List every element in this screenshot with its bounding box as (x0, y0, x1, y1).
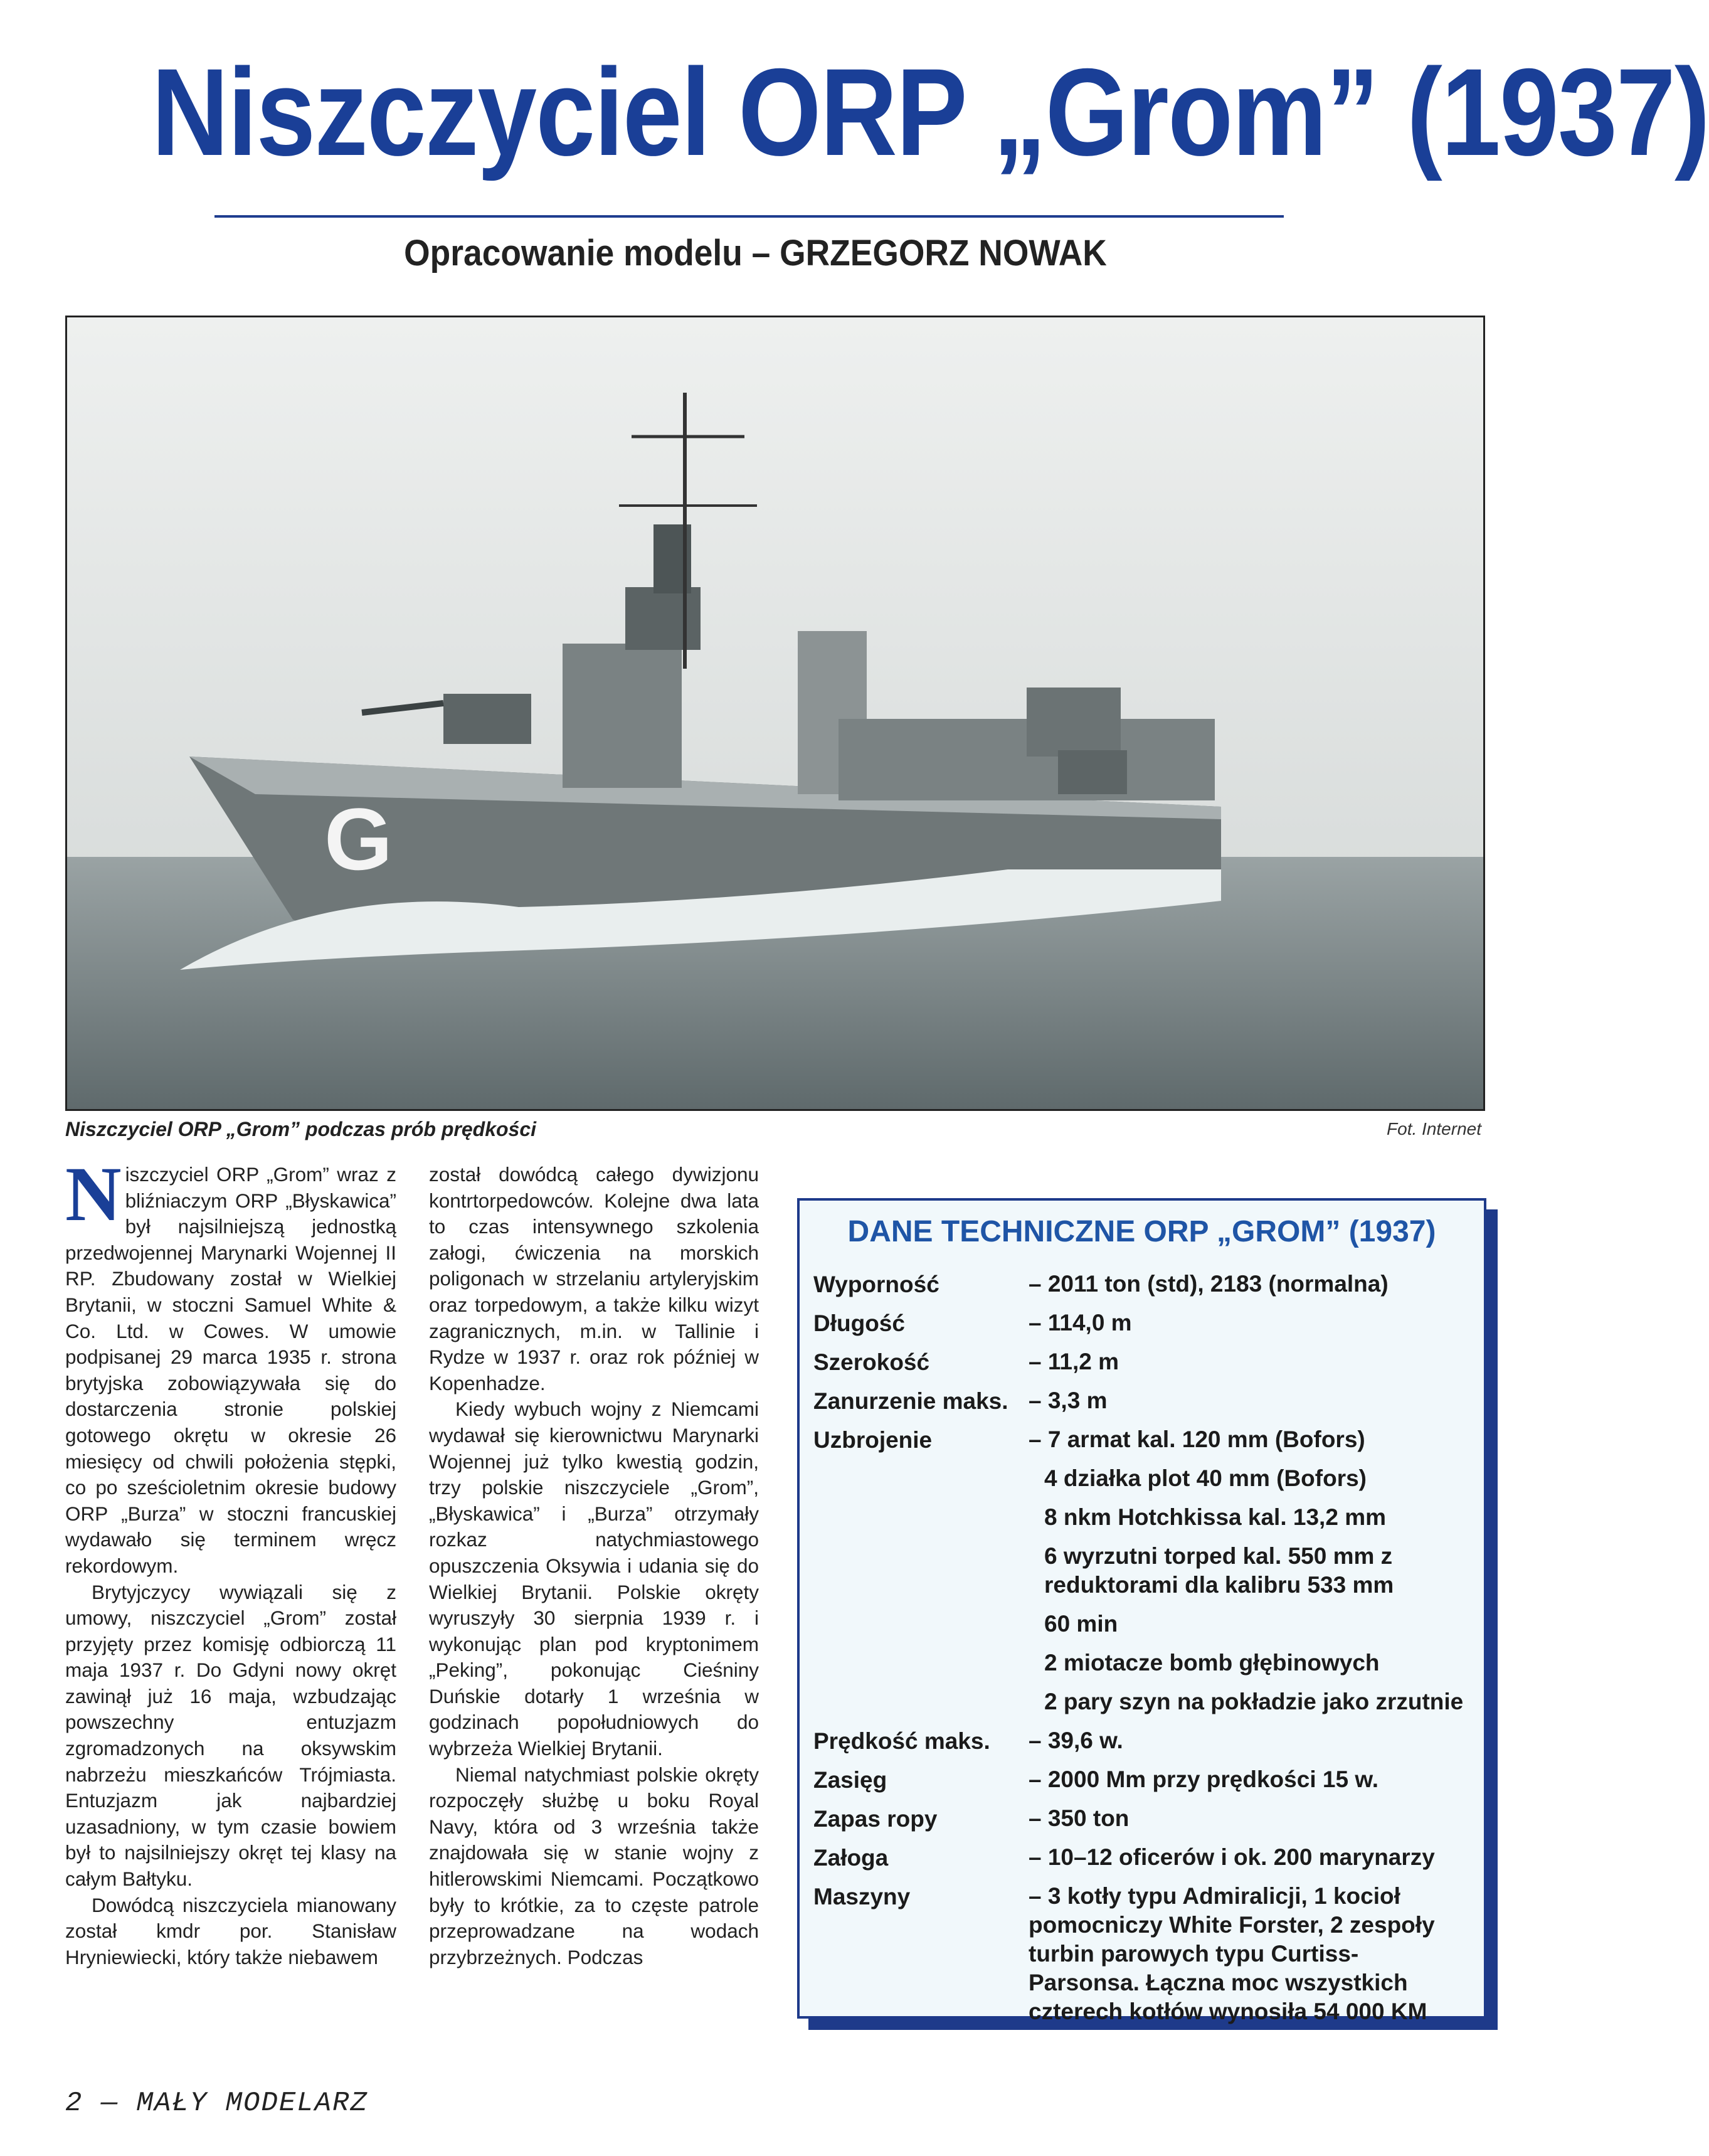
spec-value: – 7 armat kal. 120 mm (Bofors) (1029, 1426, 1365, 1452)
spec-value: 8 nkm Hotchkissa kal. 13,2 mm (1044, 1504, 1386, 1530)
article-column-1 (65, 1151, 396, 1970)
ship-photo (65, 316, 1485, 1111)
spec-value: – 2000 Mm przy prędkości 15 w. (1029, 1766, 1378, 1792)
spec-label: Zapas ropy (813, 1806, 938, 1832)
page-footer: 2 — MAŁY MODELARZ (65, 2088, 368, 2119)
specs-title: DANE TECHNICZNE ORP „GROM” (1937) (847, 1215, 1436, 1248)
spec-value: – 3 kotły typu Admiralicji, 1 kocioł pomocniczy White Forster, 2 zespoły turbin parowych typu Curtiss-Parsonsa. Łączna moc wszystkich czterech kotłów wynosiła 54 000 KM (1029, 1883, 1435, 2024)
paragraph: Brytyjczycy wywiązali się z umowy, niszczyciel „Grom” został przyjęty przez komisję odbiorczą 11 maja 1937 r. Do Gdyni nowy okręt zawinął już 16 maja, wzbudzając powszechny entuzjazm zgromadzonych na oksywskim nabrzeżu mieszkańców Trójmiasta. Entuzjazm jak najbardziej uzasadniony, w tym czasie bowiem był to najsilniejszy okręt tej klasy na całym Bałtyku. (65, 1580, 396, 1891)
article-column-2 (429, 1162, 759, 1970)
dropcap: N (65, 1151, 122, 1237)
title-divider (214, 215, 1284, 218)
spec-value: 6 wyrzutni torped kal. 550 mm z reduktorami dla kalibru 533 mm (1044, 1543, 1394, 1598)
spec-value: 2 pary szyn na pokładzie jako zrzutnie (1044, 1689, 1464, 1714)
spec-value: 4 działka plot 40 mm (Bofors) (1044, 1465, 1367, 1491)
spec-value: – 350 ton (1029, 1805, 1130, 1831)
spec-value: – 114,0 m (1029, 1310, 1132, 1336)
spec-label: Szerokość (813, 1349, 930, 1375)
photo-credit: Fot. Internet (1387, 1119, 1481, 1139)
spec-label: Wyporność (813, 1272, 939, 1297)
spec-label: Długość (813, 1310, 905, 1336)
specs-box (797, 1198, 1486, 2024)
paragraph: został dowódcą całego dywizjonu kontrtorpedowców. Kolejne dwa lata to czas intensywnego szkolenia załogi, ćwiczenia na morskich poligonach w strzelaniu artyleryjskim oraz torpedowym, a także kilku wizyt zagranicznych, m.in. w Tallinie i Rydze w 1937 r. oraz rok później w Kopenhadze. (429, 1163, 759, 1394)
paragraph: Kiedy wybuch wojny z Niemcami wydawał się kierownictwu Marynarki Wojennej już tylko kwestią godzin, trzy polskie niszczyciele „Grom”, „Błyskawica” i „Burza” otrzymały rozkaz natychmiastowego opuszczenia Oksywia i udania się do Wielkiej Brytanii. Polskie okręty wyruszyły 30 sierpnia 1939 r. i wykonując plan pod kryptonimem „Peking”, pokonując Cieśniny Duńskie dotarły 1 września w godzinach popołudniowych do wybrzeża Wielkiej Brytanii. (429, 1398, 759, 1760)
spec-label: Załoga (813, 1845, 889, 1871)
photo-caption: Niszczyciel ORP „Grom” podczas prób prędkości (65, 1118, 537, 1140)
spec-label: Maszyny (813, 1884, 911, 1909)
page-subtitle: Opracowanie modelu – GRZEGORZ NOWAK (404, 233, 1107, 273)
page-title: Niszczyciel ORP „Grom” (1937) (151, 43, 1709, 181)
spec-value: – 11,2 m (1029, 1349, 1119, 1374)
spec-value: – 10–12 oficerów i ok. 200 marynarzy (1029, 1844, 1435, 1870)
spec-value: 60 min (1044, 1611, 1118, 1637)
destroyer-illustration (67, 317, 1483, 1109)
spec-value: 2 miotacze bomb głębinowych (1044, 1650, 1380, 1675)
spec-value: – 3,3 m (1029, 1388, 1108, 1413)
spec-value: – 2011 ton (std), 2183 (normalna) (1029, 1271, 1389, 1297)
paragraph: Dowódcą niszczyciela mianowany został kmdr por. Stanisław Hryniewiecki, który także niebawem (65, 1893, 396, 1968)
paragraph: Niemal natychmiast polskie okręty rozpoczęły służbę u boku Royal Navy, która od 3 września także znajdowała się w stanie wojny z hitlerowskimi Niemcami. Początkowo były to krótkie, za to częste patrole przeprowadzane na wodach przybrzeżnych. Podczas (429, 1763, 759, 1968)
spec-label: Zasięg (813, 1767, 887, 1793)
spec-value: – 39,6 w. (1029, 1728, 1123, 1753)
spec-label: Uzbrojenie (813, 1427, 933, 1453)
spec-label: Zanurzenie maks. (813, 1388, 1008, 1414)
paragraph: Niszczyciel ORP „Grom” wraz z bliźniaczym ORP „Błyskawica” był najsilniejszą jednostką przedwojennej Marynarki Wojennej II RP. Zbudowany został w Wielkiej Brytanii, w stoczni Samuel White & Co. Ltd. w Cowes. W umowie podpisanej 29 marca 1935 r. strona brytyjska zobowiązywała się do dostarczenia stronie polskiej gotowego okrętu w okresie 26 miesięcy od chwili położenia stępki, co po sześcioletnim okresie budowy ORP „Burza” w stoczni francuskiej wydawało się terminem wręcz rekordowym. (65, 1151, 396, 1577)
spec-label: Prędkość maks. (813, 1728, 990, 1754)
hull-letter: G (324, 790, 393, 888)
